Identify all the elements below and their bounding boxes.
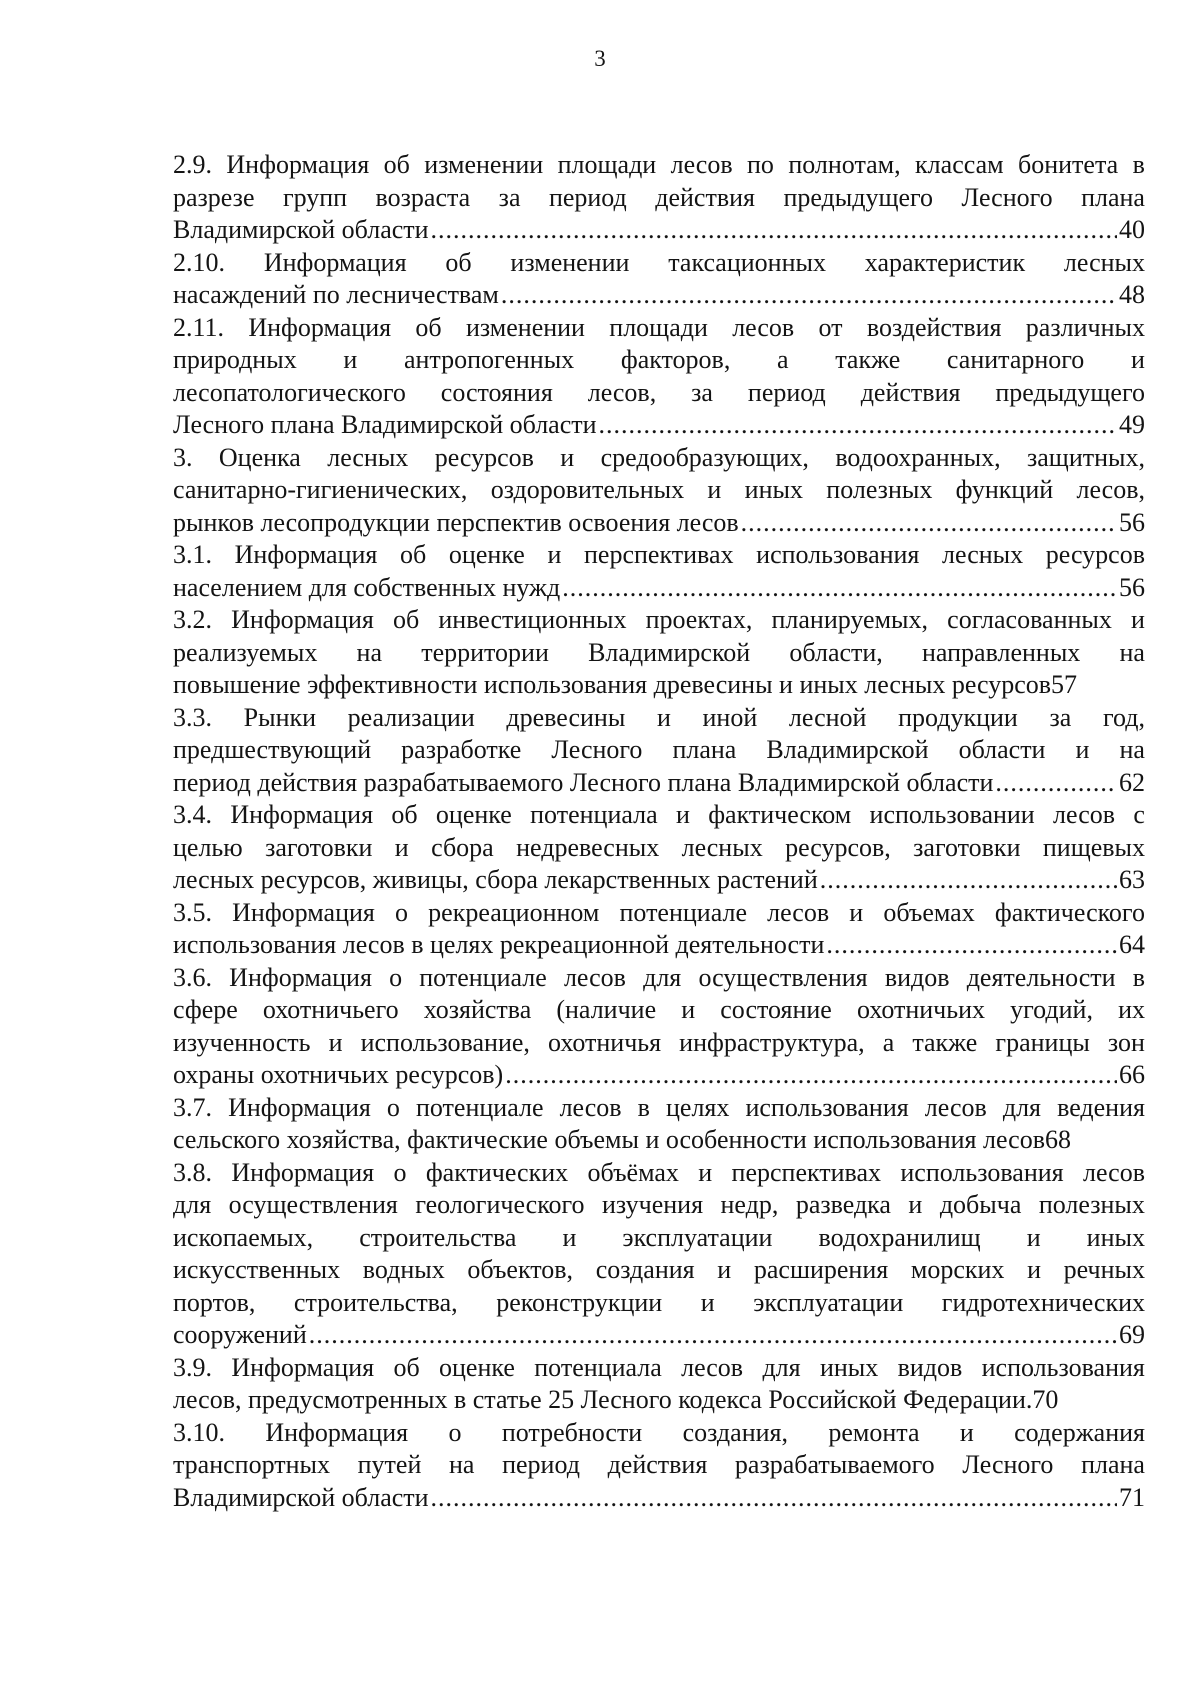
toc-entry-title-end: Владимирской области [173, 215, 429, 244]
page-number: 3 [594, 46, 606, 71]
toc-entry-last-line [173, 1124, 1145, 1157]
toc-entry-last-line [173, 1482, 1145, 1515]
toc-page-number: 57 [1051, 670, 1078, 699]
toc-entry-last-line [173, 279, 1145, 312]
dot-leader [826, 929, 1117, 962]
toc-entry-title-end: использования лесов в целях рекреационной деятельности [173, 930, 825, 959]
toc-page-number: 49 [1119, 410, 1145, 439]
dot-leader [431, 214, 1117, 247]
dot-leader [562, 572, 1117, 605]
toc-page-number: 63 [1119, 865, 1145, 894]
toc-page-number: 62 [1119, 767, 1145, 797]
toc-entry [173, 702, 1145, 800]
toc-entry-last-line [173, 1059, 1145, 1092]
toc-entry-title-end: Лесного плана Владимирской области [173, 410, 597, 439]
toc-entry [173, 149, 1145, 247]
toc-entry-line: 3.4. Информация об оценке потенциала и фактическом использовании лесов с [173, 800, 1145, 829]
toc-entry-last-line [173, 214, 1145, 247]
toc-entry-line: разрезе групп возраста за период действия предыдущего Лесного плана [173, 182, 1145, 212]
toc-entry-last-line [173, 767, 1145, 800]
toc-entry-line: изученность и использование, охотничья инфраструктура, а также границы зон [173, 1027, 1145, 1057]
toc-entry-line: транспортных путей на период действия разрабатываемого Лесного плана [173, 1450, 1145, 1479]
toc-entry [173, 962, 1145, 1092]
toc-page-number: 70 [1032, 1385, 1059, 1414]
toc-entry-line: 3.3. Рынки реализации древесины и иной лесной продукции за год, [173, 702, 1145, 732]
toc-entry-line: 2.11. Информация об изменении площади лесов от воздействия различных [173, 312, 1145, 342]
toc-entry-last-line [173, 409, 1145, 442]
toc-entry-line: предшествующий разработке Лесного плана Владимирской области и на [173, 735, 1145, 764]
toc-entry [173, 897, 1145, 962]
toc-entry [173, 312, 1145, 442]
toc-entry-line: портов, строительства, реконструкции и эксплуатации гидротехнических [173, 1287, 1145, 1317]
toc-entry-line: 3.6. Информация о потенциале лесов для осуществления видов деятельности в [173, 962, 1145, 992]
toc-entry-title-end: насаждений по лесничествам [173, 280, 499, 309]
toc-entry [173, 442, 1145, 540]
toc-entry-title-end: лесных ресурсов, живицы, сбора лекарственных растений [173, 865, 818, 894]
toc-entry-line: 3. Оценка лесных ресурсов и средообразующих, водоохранных, защитных, [173, 442, 1145, 472]
toc-entry-title-end: сельского хозяйства, фактические объемы и особенности использования лесов [173, 1125, 1045, 1154]
toc-page-number: 71 [1119, 1482, 1145, 1512]
toc-entry-title-end: период действия разрабатываемого Лесного плана Владимирской области [173, 767, 994, 797]
toc-entry-line: целью заготовки и сбора недревесных лесных ресурсов, заготовки пищевых [173, 832, 1145, 862]
toc-page-number: 69 [1119, 1320, 1145, 1349]
toc-entry-line: природных и антропогенных факторов, а также санитарного и [173, 345, 1145, 374]
dot-leader [431, 1482, 1117, 1515]
toc-entry-title-end: рынков лесопродукции перспектив освоения лесов [173, 507, 739, 537]
toc-entry-line: санитарно-гигиенических, оздоровительных и иных полезных функций лесов, [173, 475, 1145, 504]
toc-entry-line: 3.9. Информация об оценке потенциала лесов для иных видов использования [173, 1352, 1145, 1382]
toc-entry-last-line [173, 864, 1145, 897]
toc-entry-title-end: охраны охотничьих ресурсов) [173, 1060, 504, 1089]
toc-page-number: 68 [1045, 1125, 1071, 1154]
toc-entry-last-line [173, 929, 1145, 962]
dot-leader [995, 767, 1117, 800]
toc-entry [173, 1092, 1145, 1157]
toc-entry-line: ископаемых, строительства и эксплуатации водохранилищ и иных [173, 1222, 1145, 1252]
toc-entry-line: искусственных водных объектов, создания и расширения морских и речных [173, 1255, 1145, 1284]
toc-entry-line: 2.9. Информация об изменении площади лесов по полнотам, классам бонитета в [173, 150, 1145, 179]
toc-entry-title-end: повышение эффективности использования древесины и иных лесных ресурсов [173, 670, 1052, 699]
toc-page-number: 56 [1119, 507, 1145, 537]
toc-entry [173, 539, 1145, 604]
toc-entry [173, 247, 1145, 312]
toc-page-number: 40 [1119, 215, 1145, 244]
toc-entry [173, 1417, 1145, 1515]
toc-entry-line: 3.1. Информация об оценке и перспективах использования лесных ресурсов [173, 540, 1145, 569]
dot-leader [309, 1319, 1117, 1352]
toc-entry-line: 3.7. Информация о потенциале лесов в целях использования лесов для ведения [173, 1092, 1145, 1122]
toc-entry-last-line [173, 1384, 1145, 1417]
toc-entry [173, 799, 1145, 897]
toc-entry-line: лесопатологического состояния лесов, за период действия предыдущего [173, 377, 1145, 407]
toc-entry-last-line [173, 669, 1145, 702]
toc-entry-line: 3.8. Информация о фактических объёмах и перспективах использования лесов [173, 1157, 1145, 1187]
toc-entry-title-end: лесов, предусмотренных в статье 25 Лесного кодекса Российской Федерации. [173, 1385, 1033, 1414]
dot-leader [501, 279, 1117, 312]
toc-entry-line: для осуществления геологического изучения недр, разведка и добыча полезных [173, 1190, 1145, 1219]
toc-entry-line: реализуемых на территории Владимирской области, направленных на [173, 637, 1145, 667]
dot-leader [741, 507, 1117, 540]
toc-entry [173, 1352, 1145, 1417]
dot-leader [820, 864, 1117, 897]
toc-page-number: 48 [1119, 280, 1145, 309]
dot-leader [505, 1059, 1117, 1092]
toc-entry-line: сфере охотничьего хозяйства (наличие и состояние охотничьих угодий, их [173, 995, 1145, 1024]
toc-entry-last-line [173, 507, 1145, 540]
toc-entry-line: 3.10. Информация о потребности создания, ремонта и содержания [173, 1417, 1145, 1447]
toc-entry-title-end: сооружений [173, 1320, 307, 1349]
toc-entry-line: 2.10. Информация об изменении таксационных характеристик лесных [173, 247, 1145, 277]
toc-entry-last-line [173, 1319, 1145, 1352]
toc-page-number: 66 [1119, 1060, 1145, 1089]
dot-leader [599, 409, 1117, 442]
toc-entry-line: 3.5. Информация о рекреационном потенциале лесов и объемах фактического [173, 897, 1145, 927]
toc-entry-title-end: населением для собственных нужд [173, 572, 561, 602]
toc-entry-line: 3.2. Информация об инвестиционных проектах, планируемых, согласованных и [173, 605, 1145, 634]
toc-page-number: 64 [1119, 930, 1145, 959]
toc-entry [173, 604, 1145, 702]
toc-entry-last-line [173, 572, 1145, 605]
toc-page-number: 56 [1119, 572, 1145, 602]
table-of-contents [173, 149, 1145, 1514]
toc-entry [173, 1157, 1145, 1352]
toc-entry-title-end: Владимирской области [173, 1482, 429, 1512]
